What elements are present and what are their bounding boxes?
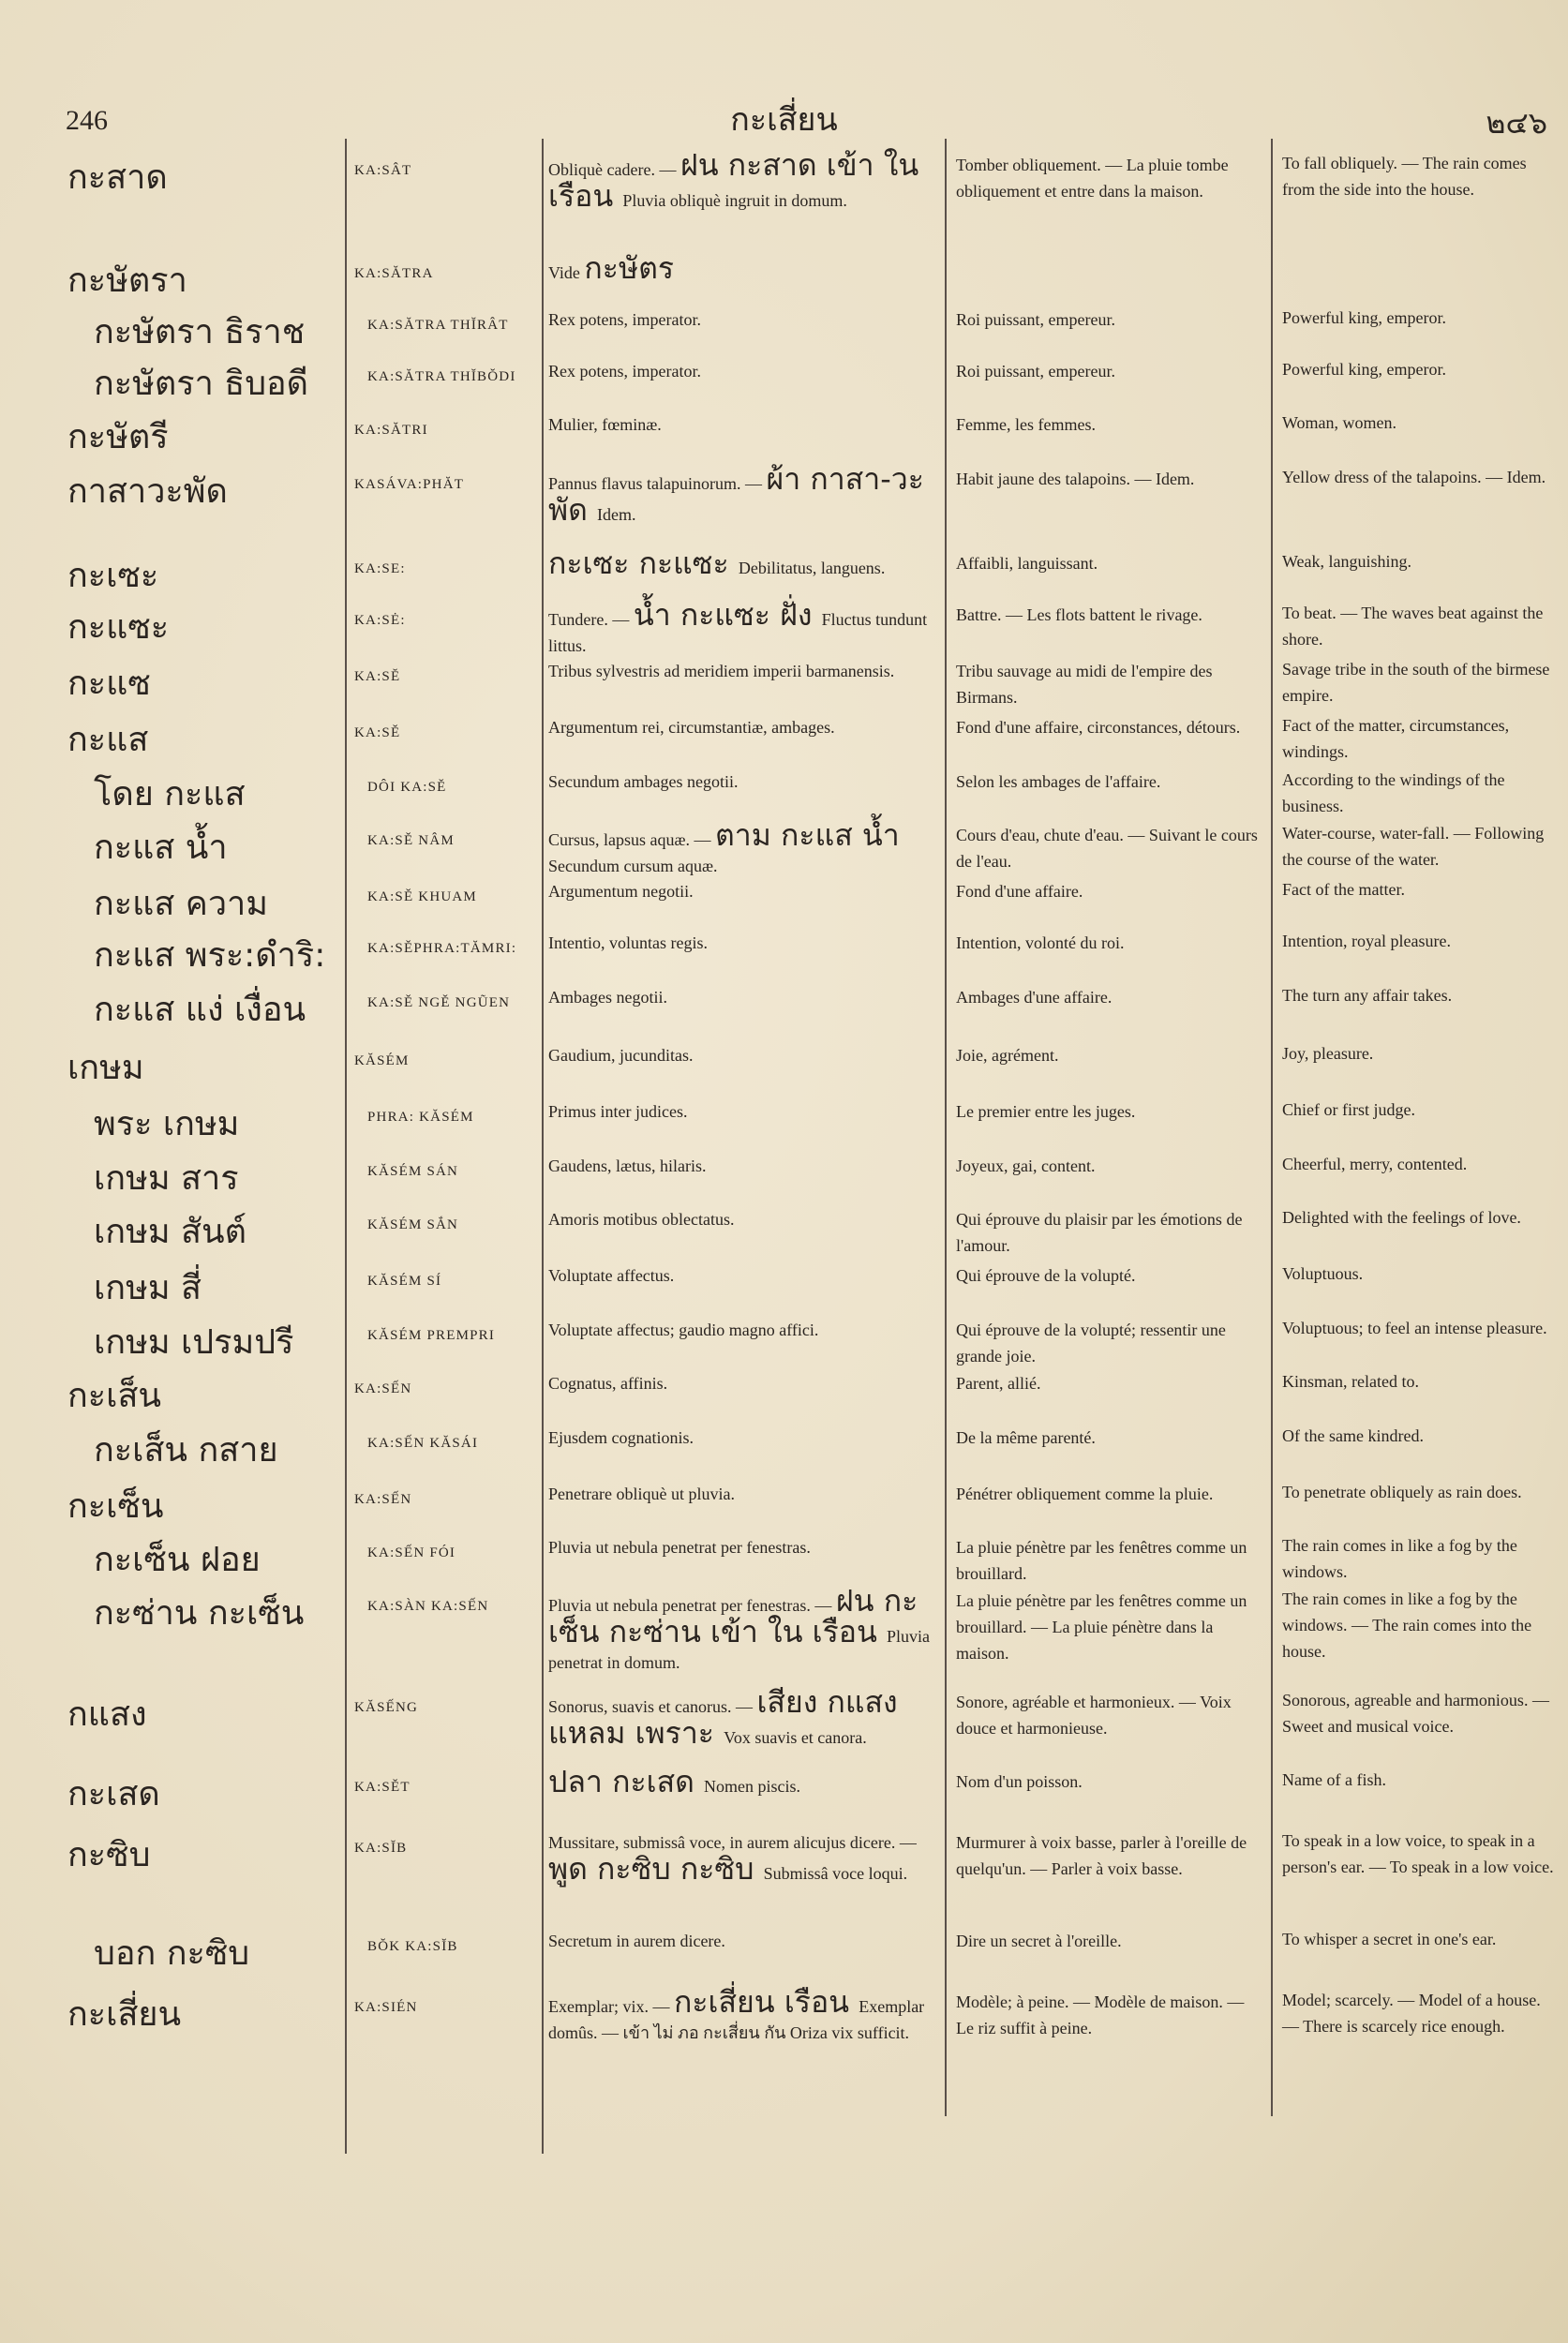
thai-example: ผ้า กาสา-วะพัด [548, 461, 924, 528]
page-number: 246 [66, 105, 108, 136]
english-definition: The rain comes in like a fog by the windows. [1282, 1536, 1517, 1581]
french-definition: Fond d'une affaire. [956, 882, 1083, 901]
romanization: KĂSÉM SẮN [367, 1217, 459, 1232]
latin-definition: Voluptate affectus. [548, 1266, 675, 1285]
latin-definition: Rex potens, imperator. [548, 310, 701, 329]
headword-thai: กะแส พระ:ดำริ: [94, 936, 326, 975]
headword-thai: กะษัตรา ธิบอดี [94, 365, 309, 403]
english-definition: Savage tribe in the south of the birmese empire. [1282, 660, 1550, 705]
romanization: KA:SĚPHRA:TĂMRI: [367, 941, 517, 956]
thai-example: ตาม กะแส น้ำ [715, 817, 900, 853]
latin-definition: Penetrare obliquè ut pluvia. [548, 1485, 735, 1503]
french-definition: Parent, allié. [956, 1374, 1041, 1393]
english-definition: Chief or first judge. [1282, 1100, 1415, 1119]
latin-definition: Secretum in aurem dicere. [548, 1932, 725, 1950]
romanization: KĂSÉM SÍ [367, 1274, 442, 1289]
latin-definition: Rex potens, imperator. [548, 362, 701, 381]
thai-example: น้ำ กะแซะ ฝั่ง [633, 597, 822, 633]
latin-definition: Pannus flavus talapuinorum. — ผ้า กาสา-วะพัด Idem. [548, 461, 924, 528]
romanization: KA:SĂTRA THĬBŎDI [367, 369, 516, 384]
headword-thai: เกษม สาร [94, 1159, 239, 1198]
headword-thai: เกษม เปรมปรี [94, 1323, 294, 1362]
headword-thai: กะษัตรา [67, 261, 187, 300]
thai-example: กะเซะ กะแซะ [548, 545, 739, 581]
romanization: KA:SĚ KHUAM [367, 889, 477, 904]
french-definition: Joie, agrément. [956, 1046, 1059, 1065]
french-definition: Qui éprouve du plaisir par les émotions de l'amour. [956, 1210, 1243, 1255]
french-definition: Tomber obliquement. — La pluie tombe obliquement et entre dans la maison. [956, 156, 1229, 201]
headword-thai: กะเซะ [67, 557, 159, 595]
french-definition: Qui éprouve de la volupté. [956, 1266, 1136, 1285]
english-definition: Sonorous, agreable and harmonious. — Sweet and musical voice. [1282, 1691, 1549, 1736]
headword-thai: เกษม สี่ [94, 1269, 202, 1307]
latin-definition: Secundum ambages negotii. [548, 772, 739, 791]
headword-thai: กะแส แง่ เงื่อน [94, 991, 306, 1029]
english-definition: Fact of the matter, circumstances, windings. [1282, 716, 1510, 761]
headword-thai: กะแซ [67, 664, 151, 703]
thai-example: พูด กะซิบ กะซิบ [548, 1851, 764, 1887]
thai-example: ปลา กะเสด [548, 1764, 705, 1799]
romanization: KA:SÀN KA:SẾN [367, 1599, 489, 1614]
english-definition: Powerful king, emperor. [1282, 360, 1446, 379]
romanization: KA:SĂTRA [354, 266, 434, 281]
headword-thai: กะแส [67, 721, 149, 759]
french-definition: Modèle; à peine. — Modèle de maison. — Le riz suffit à peine. [956, 1992, 1245, 2037]
romanization: KA:SĚT [354, 1780, 411, 1795]
french-definition: Habit jaune des talapoins. — Idem. [956, 470, 1195, 488]
headword-thai: พระ เกษม [94, 1105, 240, 1143]
latin-definition: Gaudium, jucunditas. [548, 1046, 694, 1065]
french-definition: Nom d'un poisson. [956, 1772, 1083, 1791]
column-rule [1271, 139, 1273, 2116]
thai-example: ฝน กะเซ็น กะซ่าน เข้า ใน เรือน [548, 1583, 918, 1649]
headword-thai: กะเส็น [67, 1377, 162, 1415]
latin-definition: Voluptate affectus; gaudio magno affici. [548, 1321, 819, 1339]
headword-thai: กะซ่าน กะเซ็น [94, 1594, 305, 1633]
english-definition: The turn any affair takes. [1282, 986, 1453, 1005]
english-definition: Cheerful, merry, contented. [1282, 1155, 1468, 1173]
romanization: KĂSÉM PREMPRI [367, 1328, 496, 1343]
romanization: KA:SĖ: [354, 613, 406, 628]
romanization: KA:SĚ NGĚ NGŨEN [367, 995, 511, 1010]
latin-definition: Argumentum rei, circumstantiæ, ambages. [548, 718, 835, 737]
romanization: KA:SĬB [354, 1841, 408, 1856]
headword-thai: กะเส็น กสาย [94, 1431, 278, 1470]
french-definition: Roi puissant, empereur. [956, 362, 1115, 381]
latin-definition: Cognatus, affinis. [548, 1374, 668, 1393]
latin-definition: Ejusdem cognationis. [548, 1428, 694, 1447]
headword-thai: กะแซะ [67, 608, 170, 647]
thai-example: กะเสี่ยน เรือน [673, 1984, 859, 2020]
thai-example: เสียง กแสง แหลม เพราะ [548, 1684, 898, 1751]
romanization: KA:SĂTRA THĬRÂT [367, 318, 509, 333]
latin-definition: Exemplar; vix. — กะเสี่ยน เรือน Exemplar domûs. — เข้า ไม่ ภอ กะเสี่ยน กัน Oriza vix sufficit. [548, 1984, 925, 2042]
french-definition: Le premier entre les juges. [956, 1102, 1136, 1121]
french-definition: Femme, les femmes. [956, 415, 1096, 434]
english-definition: Voluptuous. [1282, 1264, 1364, 1283]
romanization: KĂSÉM SÁN [367, 1164, 459, 1179]
french-definition: Joyeux, gai, content. [956, 1157, 1096, 1175]
english-definition: Yellow dress of the talapoins. — Idem. [1282, 468, 1546, 486]
latin-definition: Tundere. — น้ำ กะแซะ ฝั่ง Fluctus tundunt littus. [548, 597, 928, 655]
english-definition: The rain comes in like a fog by the windows. — The rain comes into the house. [1282, 1589, 1532, 1661]
romanization: KASÁVA:PHĂT [354, 477, 465, 492]
page-number-thai: ๒๔๖ [1486, 105, 1547, 141]
latin-definition: Gaudens, lætus, hilaris. [548, 1157, 707, 1175]
english-definition: To whisper a secret in one's ear. [1282, 1930, 1497, 1948]
french-definition: Fond d'une affaire, circonstances, détours. [956, 718, 1241, 737]
column-rule [345, 139, 347, 2154]
english-definition: To speak in a low voice, to speak in a person's ear. — To speak in a low voice. [1282, 1831, 1554, 1876]
english-definition: Intention, royal pleasure. [1282, 932, 1451, 950]
english-definition: Woman, women. [1282, 413, 1397, 432]
romanization: KA:SIÉN [354, 2000, 418, 2015]
romanization: KĂSẾNG [354, 1700, 419, 1715]
headword-thai: กะแส น้ำ [94, 828, 228, 867]
latin-definition: Amoris motibus oblectatus. [548, 1210, 735, 1229]
english-definition: According to the windings of the business. [1282, 770, 1505, 815]
english-definition: Of the same kindred. [1282, 1426, 1424, 1445]
column-rule [945, 139, 947, 2116]
romanization: KA:SĔ [354, 669, 401, 684]
romanization: BŎK KA:SĬB [367, 1939, 458, 1954]
headword-thai: กะซิบ [67, 1836, 151, 1874]
latin-definition: Tribus sylvestris ad meridiem imperii barmanensis. [548, 662, 895, 680]
headword-thai: กะเสด [67, 1775, 160, 1813]
romanization: KA:SĚ [354, 725, 401, 740]
french-definition: Sonore, agréable et harmonieux. — Voix douce et harmonieuse. [956, 1693, 1232, 1738]
english-definition: Powerful king, emperor. [1282, 308, 1446, 327]
latin-definition: Argumentum negotii. [548, 882, 694, 901]
english-definition: Model; scarcely. — Model of a house. — There is scarcely rice enough. [1282, 1991, 1541, 2036]
english-definition: To beat. — The waves beat against the shore. [1282, 604, 1544, 649]
running-head: กะเสี่ยน [730, 101, 838, 139]
romanization: KA:SẾN FÓI [367, 1545, 456, 1560]
latin-definition: Cursus, lapsus aquæ. — ตาม กะแส น้ำ Secundum cursum aquæ. [548, 817, 900, 875]
english-definition: Delighted with the feelings of love. [1282, 1208, 1521, 1227]
english-definition: Joy, pleasure. [1282, 1044, 1374, 1063]
french-definition: De la même parenté. [956, 1428, 1096, 1447]
headword-thai: บอก กะซิบ [94, 1934, 250, 1973]
thai-example: ฝน กะสาด เข้า ใน เรือน [548, 147, 919, 214]
french-definition: Qui éprouve de la volupté; ressentir une grande joie. [956, 1321, 1226, 1366]
romanization: DÔI KA:SĚ [367, 780, 447, 795]
thai-example: กะษัตร [584, 250, 675, 286]
french-definition: Dire un secret à l'oreille. [956, 1932, 1122, 1950]
french-definition: Cours d'eau, chute d'eau. — Suivant le cours de l'eau. [956, 826, 1258, 871]
latin-definition: Sonorus, suavis et canorus. — เสียง กแสง แหลม เพราะ Vox suavis et canora. [548, 1684, 898, 1751]
french-definition: Intention, volonté du roi. [956, 933, 1125, 952]
latin-definition: Vide กะษัตร [548, 250, 675, 286]
latin-definition: Mulier, fœminæ. [548, 415, 662, 434]
french-definition: La pluie pénètre par les fenêtres comme un brouillard. — La pluie pénètre dans la maison. [956, 1591, 1247, 1663]
english-definition: To penetrate obliquely as rain does. [1282, 1483, 1522, 1501]
romanization: KA:SĚ NÂM [367, 833, 455, 848]
romanization: KA:SẾN KĂSÁI [367, 1436, 479, 1451]
french-definition: Pénétrer obliquement comme la pluie. [956, 1485, 1214, 1503]
column-rule [542, 139, 544, 2154]
latin-definition: Pluvia ut nebula penetrat per fenestras. [548, 1538, 811, 1557]
latin-definition: Ambages negotii. [548, 988, 667, 1007]
romanization: KA:SẾN [354, 1381, 412, 1396]
headword-thai: เกษม สันต์ [94, 1213, 246, 1251]
latin-definition: Obliquè cadere. — ฝน กะสาด เข้า ใน เรือน Pluvia obliquè ingruit in domum. [548, 147, 919, 214]
english-definition: Voluptuous; to feel an intense pleasure. [1282, 1319, 1547, 1337]
french-definition: Selon les ambages de l'affaire. [956, 772, 1161, 791]
latin-definition: Mussitare, submissâ voce, in aurem alicujus dicere. — พูด กะซิบ กะซิบ Submissâ voce loqui. [548, 1833, 917, 1887]
headword-thai: เกษม [67, 1049, 144, 1087]
romanization: KA:SĂTRI [354, 423, 428, 438]
romanization: KA:SE: [354, 561, 406, 576]
french-definition: Tribu sauvage au midi de l'empire des Birmans. [956, 662, 1213, 707]
headword-thai: กะสาด [67, 158, 168, 197]
french-definition: Ambages d'une affaire. [956, 988, 1113, 1007]
romanization: PHRA: KĂSÉM [367, 1110, 474, 1125]
english-definition: Kinsman, related to. [1282, 1372, 1419, 1391]
french-definition: Roi puissant, empereur. [956, 310, 1115, 329]
english-definition: Weak, languishing. [1282, 552, 1412, 571]
headword-thai: กะเซ็น [67, 1487, 164, 1526]
headword-thai: กะษัตรี [67, 418, 169, 456]
english-definition: To fall obliquely. — The rain comes from the side into the house. [1282, 154, 1527, 199]
latin-definition: Primus inter judices. [548, 1102, 688, 1121]
english-definition: Fact of the matter. [1282, 880, 1405, 899]
latin-definition: Intentio, voluntas regis. [548, 933, 708, 952]
romanization: KA:SẾN [354, 1492, 412, 1507]
headword-thai: กะษัตรา ธิราช [94, 313, 306, 351]
latin-definition: ปลา กะเสด Nomen piscis. [548, 1764, 801, 1799]
headword-thai: กแสง [67, 1695, 147, 1734]
french-definition: Affaibli, languissant. [956, 554, 1098, 573]
romanization: KĂSÉM [354, 1053, 410, 1068]
latin-definition: กะเซะ กะแซะ Debilitatus, languens. [548, 545, 886, 581]
french-definition: La pluie pénètre par les fenêtres comme un brouillard. [956, 1538, 1247, 1583]
headword-thai: โดย กะแส [94, 775, 246, 813]
french-definition: Battre. — Les flots battent le rivage. [956, 605, 1202, 624]
latin-definition: Pluvia ut nebula penetrat per fenestras. — ฝน กะเซ็น กะซ่าน เข้า ใน เรือน Pluvia penetrat in domum. [548, 1583, 931, 1672]
headword-thai: กะแส ความ [94, 885, 268, 923]
english-definition: Name of a fish. [1282, 1770, 1386, 1789]
headword-thai: กาสาวะพัด [67, 472, 228, 511]
english-definition: Water-course, water-fall. — Following the course of the water. [1282, 824, 1545, 869]
headword-thai: กะเสี่ยน [67, 1995, 182, 2034]
romanization: KA:SÂT [354, 163, 412, 178]
headword-thai: กะเซ็น ฝอย [94, 1541, 261, 1579]
french-definition: Murmurer à voix basse, parler à l'oreille de quelqu'un. — Parler à voix basse. [956, 1833, 1247, 1878]
